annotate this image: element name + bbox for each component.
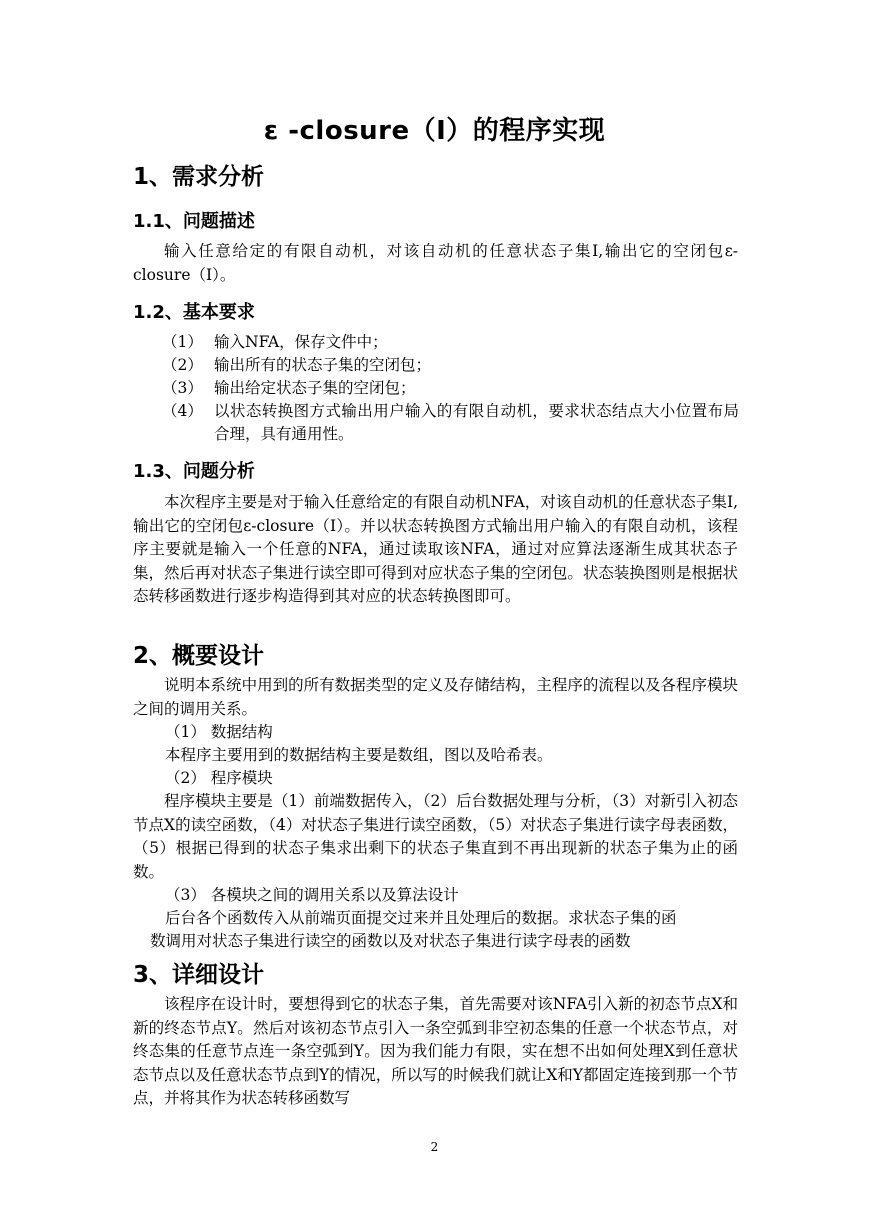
section-2-sub1-label: （1） 数据结构 — [165, 723, 273, 741]
list-item-number: （3） — [162, 379, 203, 397]
list-item-text: 以状态转换图方式输出用户输入的有限自动机，要求状态结点大小位置布局合理，具有通用性。 — [214, 402, 739, 443]
list-item-number: （4） — [162, 402, 203, 420]
page-number: 2 — [430, 1140, 439, 1154]
section-2-intro: 说明本系统中用到的所有数据类型的定义及存储结构，主程序的流程以及各程序模块之间的调用关系。 — [133, 676, 738, 718]
list-item-text: 输入NFA，保存文件中； — [214, 333, 388, 351]
list-item-number: （1） — [162, 333, 203, 351]
section-2-sub3-text-line2: 数调用对状态子集进行读空的函数以及对状态子集进行读字母表的函数 — [150, 932, 631, 950]
section-1-2-heading: 1.2、基本要求 — [133, 302, 255, 323]
section-2-sub1-text: 本程序主要用到的数据结构主要是数组，图以及哈希表。 — [165, 746, 553, 764]
section-3-text: 该程序在设计时，要想得到它的状态子集，首先需要对该NFA引入新的初态节点X和新的终态节点Y。然后对该初态节点引入一条空弧到非空初态集的任意一个状态节点，对终态集的任意节点连一条空弧到Y。因为我们能力有限，实在想不出如何处理X到任意状态节点以及任意状态节点到Y的情况，所以写的时候我们就让X和Y都固定连接到那一个节点，并将其作为状态转移函数写 — [133, 995, 739, 1108]
document-title: ε -closure（I）的程序实现 — [263, 116, 606, 146]
section-1-1-text: 输入任意给定的有限自动机，对该自动机的任意状态子集I,输出它的空闭包ε-closure（I）。 — [133, 242, 738, 284]
section-1-heading: 1、需求分析 — [133, 164, 265, 190]
list-item-text: 输出给定状态子集的空闭包； — [214, 379, 416, 397]
section-1-1-heading: 1.1、问题描述 — [133, 211, 255, 232]
section-2-sub3-text-line1: 后台各个函数传入从前端页面提交过来并且处理后的数据。求状态子集的函 — [165, 909, 677, 927]
section-2-sub2-text: 程序模块主要是（1）前端数据传入，（2）后台数据处理与分析，（3）对新引入初态节点X的读空函数，（4）对状态子集进行读空函数，（5）对状态子集进行读字母表函数，（5）根据已得到的状态子集求出剩下的状态子集直到不再出现新的状态子集为止的函数。 — [133, 792, 738, 881]
section-2-sub3-label: （3） 各模块之间的调用关系以及算法设计 — [165, 886, 459, 904]
section-1-3-text: 本次程序主要是对于输入任意给定的有限自动机NFA，对该自动机的任意状态子集I,输出它的空闭包ε-closure（I）。并以状态转换图方式输出用户输入的有限自动机，该程序主要就是输入一个任意的NFA，通过读取该NFA，通过对应算法逐渐生成其状态子集，然后再对状态子集进行读空即可得到对应状态子集的空闭包。状态装换图则是根据状态转移函数进行逐步构造得到其对应的状态转换图即可。 — [133, 493, 738, 606]
list-item-text: 输出所有的状态子集的空闭包； — [214, 356, 432, 374]
section-1-3-heading: 1.3、问题分析 — [133, 461, 255, 482]
section-2-heading: 2、概要设计 — [133, 643, 265, 669]
section-2-sub2-label: （2） 程序模块 — [165, 769, 273, 787]
list-item-number: （2） — [162, 356, 203, 374]
section-3-heading: 3、详细设计 — [133, 962, 265, 988]
